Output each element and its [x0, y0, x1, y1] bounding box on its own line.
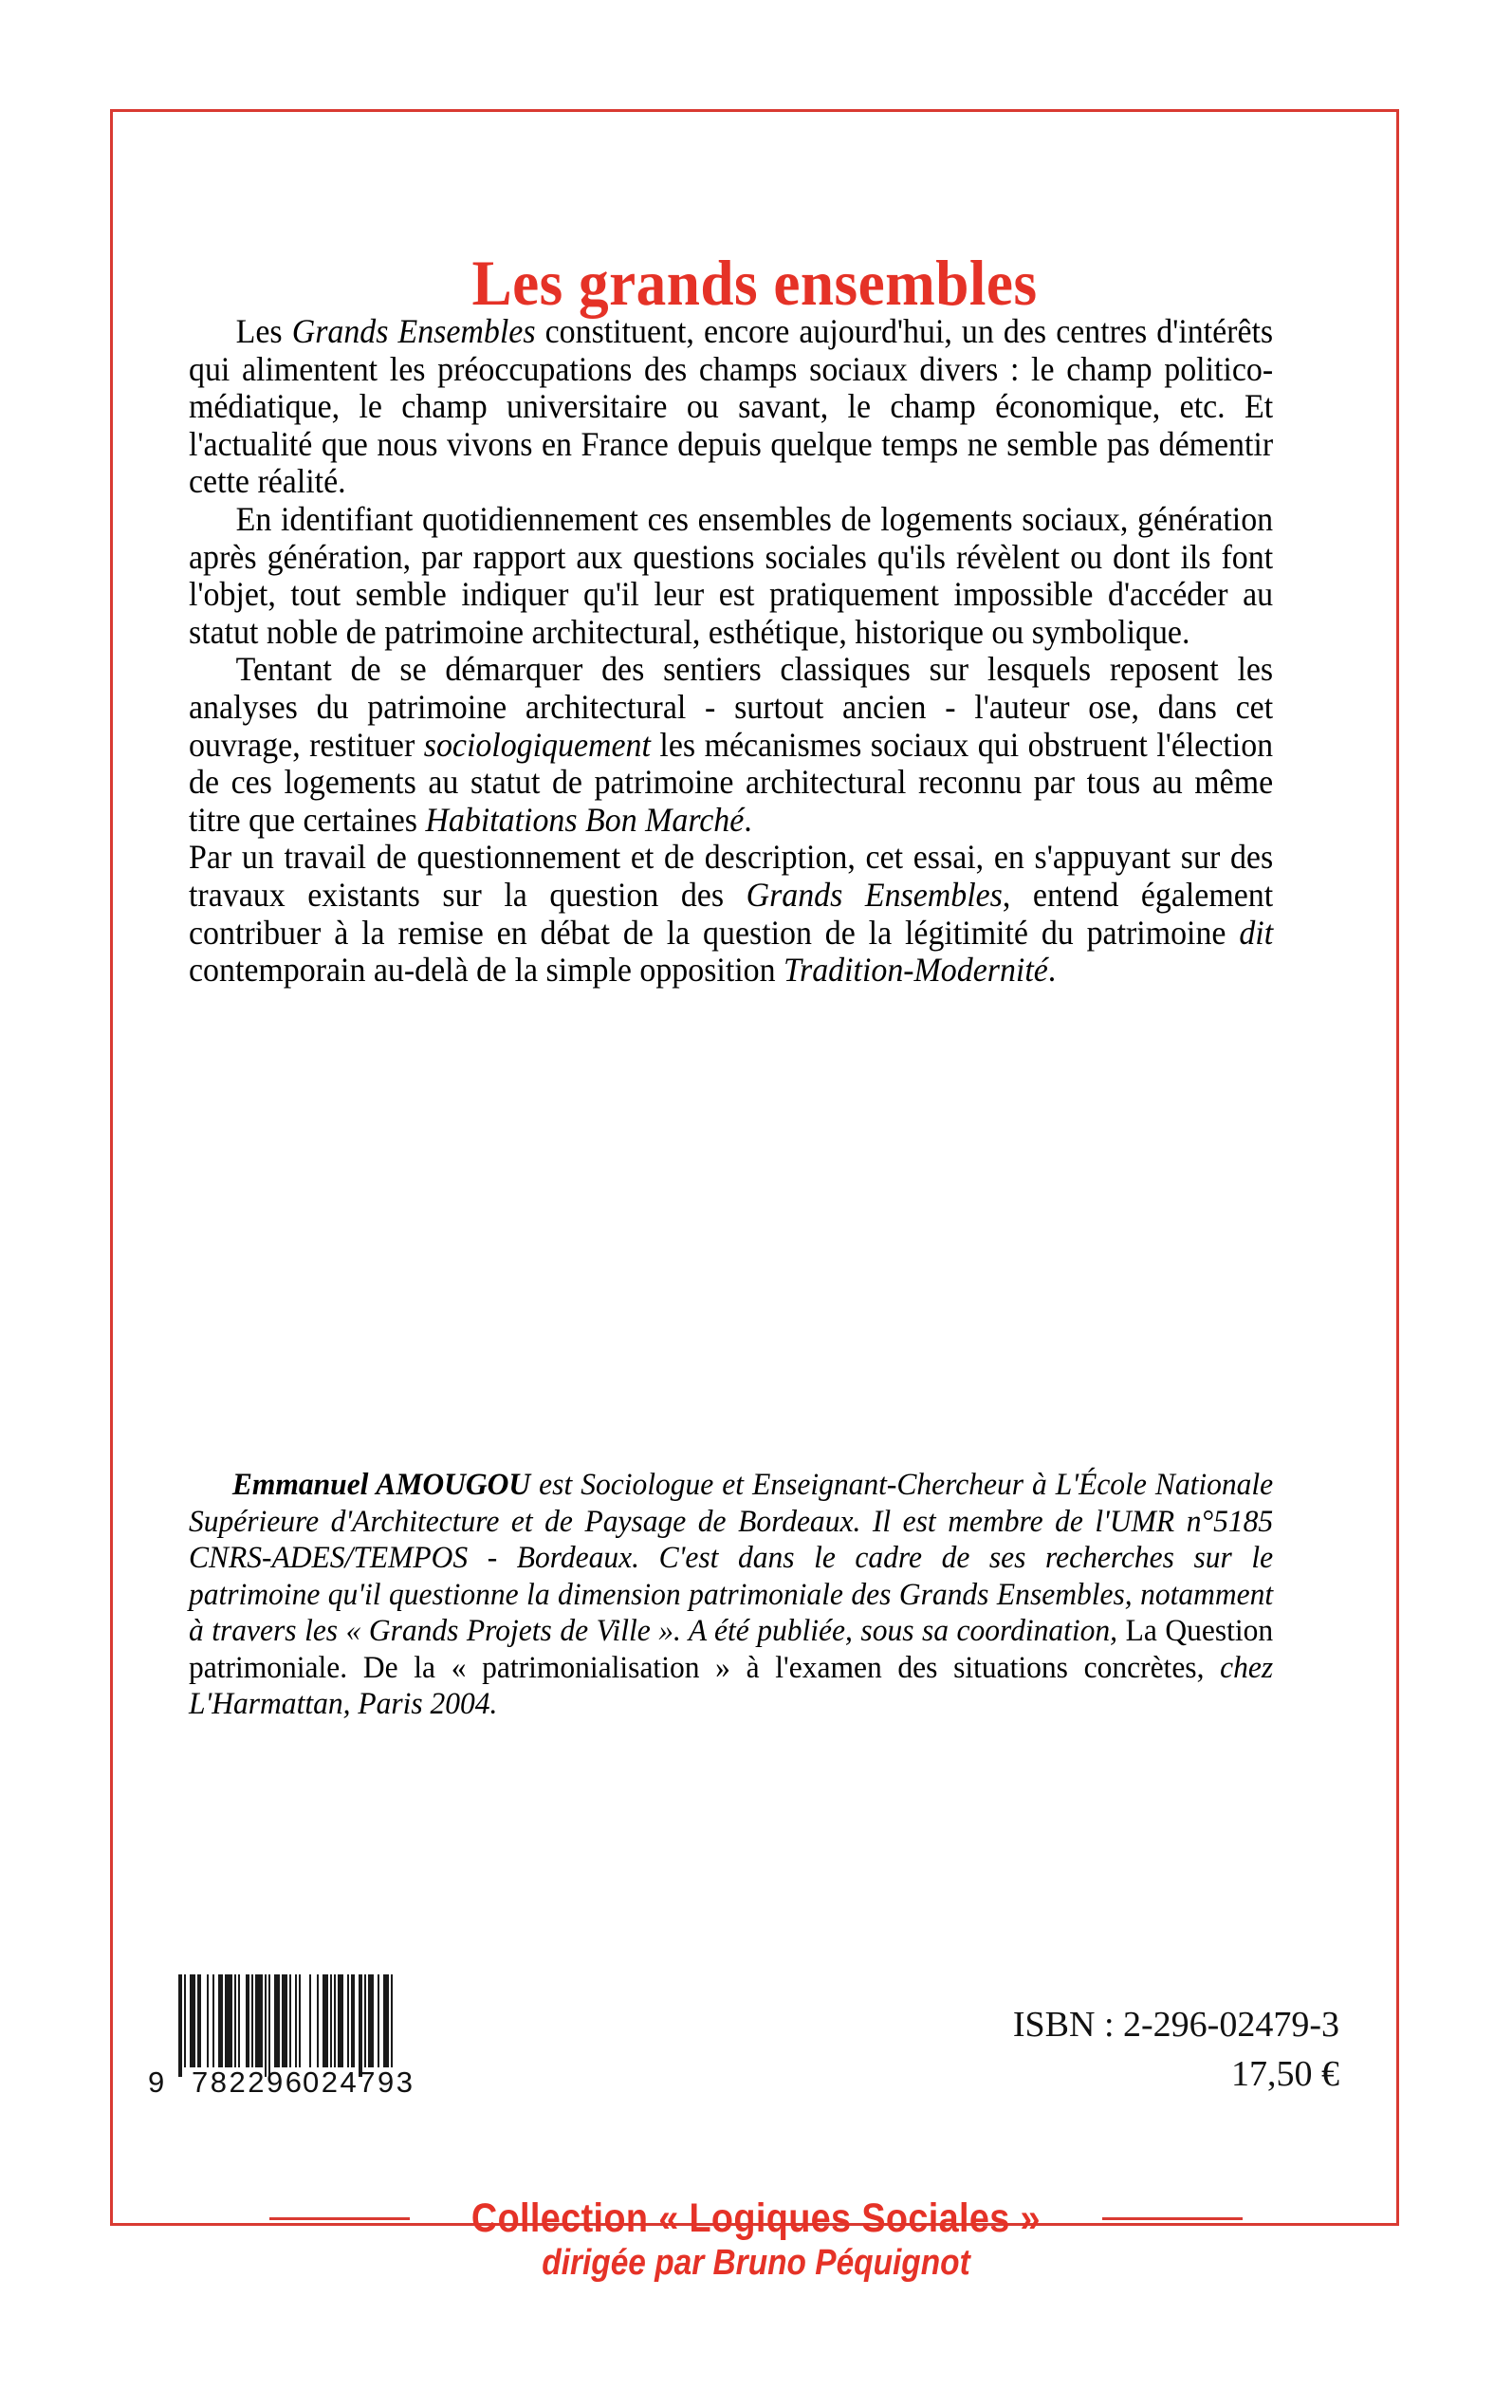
text-run: Grands Ensembles: [746, 875, 1003, 914]
text-run: Emmanuel AMOUGOU: [231, 1468, 531, 1502]
collection-editor: dirigée par Bruno Péquignot: [542, 2243, 970, 2284]
text-run: Habitations Bon Marché: [425, 800, 745, 839]
barcode-lead-digit: 9: [148, 2065, 167, 2099]
text-run: , entend également contribuer à la remise en débat de la question de la légitimité du patrimoine: [189, 875, 1274, 952]
collection-name: Collection « Logiques Sociales »: [470, 2195, 1042, 2241]
collection-footer: [0, 2197, 1512, 2284]
text-run: les mécanismes sociaux qui obstruent l'élection de ces logements au statut de patrimoine architectural reconnu par tous au même titre que certaines: [189, 725, 1274, 839]
isbn-block: [1013, 2000, 1339, 2099]
isbn-number: ISBN : 2-296-02479-3: [1012, 2005, 1339, 2045]
text-run: Grands Ensembles: [291, 312, 536, 350]
text-run: contemporain au-delà de la simple opposition: [189, 951, 784, 990]
collection-name-row: [135, 2197, 1377, 2240]
barcode: [146, 1974, 431, 2102]
text-run: Tradition-Modernité: [784, 951, 1048, 990]
text-run: chez L'Harmattan, Paris 2004.: [189, 1650, 1274, 1721]
barcode-bar: [255, 1974, 263, 2067]
text-run: En identifiant quotidiennement ces ensembles de logements sociaux, génération après génération, par rapport aux questions sociales qu'ils révèlent ou dont ils font l'objet, tout semble indiquer qu'il leur est pratiquement impossible d'accéder au statut noble de patrimoine architectural, esthétique, historique ou symbolique.: [189, 499, 1274, 651]
text-run: est Sociologue et Enseignant-Chercheur à L'École Nationale Supérieure d'Architecture et de Paysage de Bordeaux. Il est membre de l'UMR n°5185 CNRS-ADES/TEMPOS - Bordeaux. C'est dans le cadre de ses recherches sur le patrimoine qu'il questionne la dimension patrimoniale des Grands Ensembles, notamment à travers les « Grands Projets de Ville ». A été publiée, sous sa coordination,: [189, 1468, 1274, 1648]
blurb-paragraph: [189, 313, 1273, 501]
blurb-paragraph: [189, 651, 1273, 839]
barcode-digits: [146, 2065, 431, 2098]
divider-right: [1102, 2217, 1243, 2220]
text-run: constituent, encore aujourd'hui, un des centres d'intérêts qui alimentent les préoccupations des champs sociaux divers : le champ politico-médiatique, le champ universitaire ou savant, le champ économique, etc. Et l'actualité que nous vivons en France depuis quelque temps ne semble pas démentir cette réalité.: [189, 312, 1274, 501]
text-run: .: [1047, 951, 1057, 990]
author-bio-text: [189, 1467, 1273, 1723]
barcode-bar: [301, 1974, 308, 2067]
blurb-text: [189, 313, 1273, 990]
text-run: .: [744, 800, 752, 839]
text-run: Par un travail de questionnement et de description, cet essai, en s'appuyant sur des travaux existants sur la question des: [189, 838, 1274, 914]
barcode-bar: [391, 1974, 393, 2067]
barcode-right-group: 024793: [303, 2065, 415, 2099]
price-label: 17,50 €: [1231, 2054, 1339, 2094]
text-run: Les: [235, 312, 292, 350]
barcode-bars: [178, 1974, 393, 2077]
divider-left: [269, 2217, 410, 2220]
page-title: Les grands ensembles: [471, 246, 1038, 319]
text-run: La Question patrimoniale. De la « patrimonialisation » à l'examen des situations concrètes,: [189, 1614, 1274, 1685]
cover-frame: [110, 109, 1399, 2226]
text-run: Tentant de se démarquer des sentiers classiques sur lesquels reposent les analyses du patrimoine architectural - surtout ancien - l'auteur ose, dans cet ouvrage, restituer: [189, 650, 1274, 764]
text-run: dit: [1239, 913, 1274, 952]
barcode-left-group: 782296: [192, 2065, 304, 2099]
barcode-bar: [225, 1974, 232, 2067]
blurb-paragraph: [189, 839, 1273, 989]
text-run: sociologiquement: [423, 725, 651, 764]
blurb-paragraph: [189, 501, 1273, 651]
